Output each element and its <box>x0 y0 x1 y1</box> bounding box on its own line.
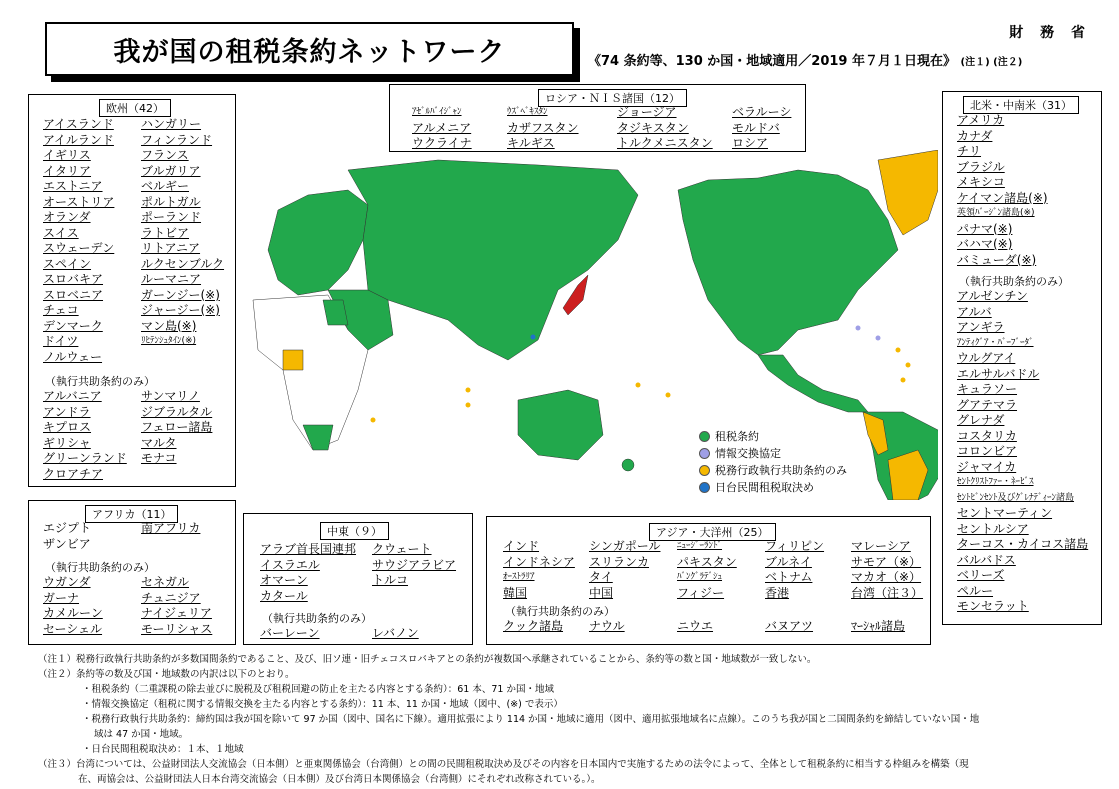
country-name: アイスランド <box>43 117 114 131</box>
country-name: アルゼンチン <box>957 289 1028 303</box>
country-name: ザンビア <box>43 536 91 551</box>
country-name: クウェート <box>372 542 432 556</box>
country-name: マレーシア <box>851 539 911 553</box>
legend-dot-taiwan <box>699 482 710 493</box>
asia-header: アジア・大洋州（25） <box>649 523 776 541</box>
country-name: バミューダ(※) <box>957 252 1037 267</box>
europe-sub-col1 <box>43 389 127 482</box>
map-north-america <box>678 170 898 355</box>
middle-east-sub-col1 <box>260 626 320 642</box>
legend-item: 税務行政執行共助条約のみ <box>699 462 847 479</box>
country-name: フランス <box>141 148 189 162</box>
americas-sub-list <box>957 289 1088 615</box>
country-name: ﾏｰｼｬﾙ諸島 <box>851 619 906 633</box>
country-name: ｱﾝﾃｨｸﾞｱ・ﾊﾞｰﾌﾞｰﾀﾞ <box>957 337 1034 348</box>
country-name: 韓国 <box>503 585 528 600</box>
country-name: ﾊﾞﾝｸﾞﾗﾃﾞｼｭ <box>677 572 723 582</box>
americas-box <box>942 91 1102 625</box>
country-name: ポーランド <box>141 210 202 224</box>
country-name: スウェーデン <box>43 241 115 255</box>
footnote-line: （注３）台湾については、公益財団法人交流協会（日本側）と亜東関係協会（台湾側）との間の民間租税取決め及びその内容を日本国内で実施するための法令によって、全体として租税条約に相当する枠組みを構築（現 <box>38 759 969 770</box>
legend-item: 租税条約 <box>699 428 847 445</box>
africa-header: アフリカ（11） <box>85 505 178 523</box>
country-name: カメルーン <box>43 606 103 620</box>
country-name: サウジアラビア <box>372 557 457 572</box>
country-name: ジブラルタル <box>141 404 213 419</box>
map-nigeria <box>283 350 303 370</box>
country-name: クック諸島 <box>503 619 564 633</box>
country-name: ルーマニア <box>141 272 202 286</box>
map-europe <box>268 190 368 295</box>
country-name: フィリピン <box>765 539 825 553</box>
country-name: ロシア <box>732 136 769 150</box>
footnote-line: ・日台民間租税取決め：１本、１地域 <box>82 744 244 755</box>
country-name: フィンランド <box>141 132 213 147</box>
country-name: コロンビア <box>957 444 1018 458</box>
country-name: ドイツ <box>43 334 79 348</box>
middle-east-col2 <box>372 542 456 589</box>
country-name: タイ <box>589 570 613 584</box>
country-name: ブルガリア <box>141 163 201 178</box>
country-name: モンセラット <box>957 599 1029 613</box>
legend-dot-admin <box>699 465 710 476</box>
asia-sub-header: （執行共助条約のみ） <box>505 605 615 618</box>
country-name: モーリシャス <box>141 621 213 636</box>
country-name: トルコ <box>372 573 409 587</box>
subtitle <box>588 50 1022 69</box>
legend-dot-treaty <box>699 431 710 442</box>
country-name: エストニア <box>43 179 103 193</box>
country-name: ﾘﾋﾃﾝｼｭﾀｲﾝ(※) <box>141 336 197 346</box>
europe-col1 <box>43 117 114 365</box>
russia-grid <box>412 105 822 152</box>
country-name: バヌアツ <box>765 619 814 633</box>
country-name: オランダ <box>43 210 91 224</box>
country-name: サンマリノ <box>141 389 200 403</box>
country-name: 南アフリカ <box>141 521 201 535</box>
country-name: メキシコ <box>957 175 1005 189</box>
country-name: スイス <box>43 225 79 240</box>
country-name: ｾﾝﾄｸﾘｽﾄﾌｧｰ・ﾈｰﾋﾞｽ <box>957 477 1034 487</box>
europe-col2 <box>141 117 224 350</box>
country-name: 台湾（注３） <box>851 585 924 600</box>
country-name: ナウル <box>589 619 625 633</box>
europe-box <box>28 94 236 487</box>
country-name: ベルギー <box>141 179 190 193</box>
country-name: アラブ首長国連邦 <box>260 542 357 556</box>
country-name: ウクライナ <box>412 136 472 150</box>
country-name: サモア（※） <box>851 554 922 569</box>
country-name: モナコ <box>141 451 177 465</box>
footnote-line: ・税務行政執行共助条約：締約国は我が国を除いて 97 か国（図中、国名に下線）。適用拡張により 114 か国・地域に適用（図中、適用拡張地域名に点線）。このうち我が国と二国間条約を締結していない国・地 <box>82 714 980 725</box>
country-name: キプロス <box>43 420 92 434</box>
country-name: チェコ <box>43 303 79 317</box>
country-name: ギリシャ <box>43 435 91 450</box>
country-name: タジキスタン <box>617 120 689 135</box>
country-name: チュニジア <box>141 590 201 605</box>
country-name: カナダ <box>957 128 993 143</box>
legend-item: 情報交換協定 <box>699 445 847 462</box>
africa-sub-col1 <box>43 575 103 637</box>
map-nz <box>622 459 634 471</box>
asia-grid <box>503 539 931 601</box>
country-name: モルドバ <box>732 120 780 135</box>
country-name: セントルシア <box>957 521 1029 536</box>
subtitle-text: 《74 条約等、130 か国・地域適用／2019 年７月１日現在》 <box>588 54 956 69</box>
country-name: アンギラ <box>957 320 1005 334</box>
subtitle-notes: (注１) (注２) <box>960 57 1023 68</box>
country-name: イギリス <box>43 148 91 162</box>
country-name: ラトビア <box>141 225 190 240</box>
country-name: ルクセンブルク <box>141 256 225 271</box>
country-name: ハンガリー <box>141 117 202 131</box>
country-name: ガーンジー(※) <box>141 287 220 302</box>
country-name: エジプト <box>43 521 92 535</box>
country-name: グレナダ <box>957 413 1005 427</box>
country-name: オマーン <box>260 573 308 587</box>
country-name: パナマ(※) <box>957 221 1013 236</box>
country-name: バハマ(※) <box>957 237 1013 251</box>
asia-box <box>486 516 931 645</box>
country-name: ノルウェー <box>43 349 103 364</box>
country-name: クロアチア <box>43 466 104 481</box>
middle-east-sub-header: （執行共助条約のみ） <box>262 612 372 625</box>
country-name: スリランカ <box>589 554 650 569</box>
country-name: マルタ <box>141 435 177 450</box>
country-name: ジャマイカ <box>957 459 1017 474</box>
country-name: パキスタン <box>677 554 737 569</box>
country-name: ニウエ <box>677 619 714 633</box>
map-legend <box>699 428 847 496</box>
africa-sub-header: （執行共助条約のみ） <box>45 561 155 574</box>
country-name: ﾆｭｰｼﾞｰﾗﾝﾄﾞ <box>677 541 723 551</box>
country-name: レバノン <box>372 626 419 640</box>
africa-col1 <box>43 521 91 552</box>
country-name: ベトナム <box>765 570 813 584</box>
country-name: ペルー <box>957 583 994 598</box>
country-name: アルメニア <box>412 120 472 135</box>
europe-sub-header: （執行共助条約のみ） <box>45 375 155 388</box>
footnotes <box>38 652 1098 787</box>
country-name: ウガンダ <box>43 575 91 589</box>
country-name: アルバ <box>957 304 992 319</box>
africa-sub-col2 <box>141 575 212 637</box>
europe-sub-col2 <box>141 389 212 467</box>
country-name: ウルグアイ <box>957 351 1016 365</box>
country-name: フェロー諸島 <box>141 420 213 434</box>
country-name: グリーンランド <box>43 451 127 465</box>
ministry-label: 財 務 省 <box>1009 25 1091 41</box>
country-name: フィジー <box>677 585 725 600</box>
middle-east-box <box>243 513 473 645</box>
country-name: ジョージア <box>617 105 677 119</box>
country-name: スペイン <box>43 256 92 271</box>
country-name: ガーナ <box>43 590 80 605</box>
country-name: ブルネイ <box>765 554 812 569</box>
footnote-line: 域は 47 か国・地域。 <box>94 729 189 740</box>
country-name: アイルランド <box>43 132 114 147</box>
africa-box <box>28 500 236 645</box>
country-name: カザフスタン <box>507 120 579 135</box>
map-australia <box>518 390 603 460</box>
country-name: 中国 <box>589 585 614 600</box>
country-name: セネガル <box>141 575 190 589</box>
country-name: オーストリア <box>43 194 115 209</box>
europe-header: 欧州（42） <box>99 99 171 117</box>
asia-sub-grid <box>503 619 931 635</box>
country-name: デンマーク <box>43 318 103 333</box>
country-name: ベラルーシ <box>732 105 792 119</box>
country-name: セントマーティン <box>957 506 1053 520</box>
country-name: リトアニア <box>141 241 201 255</box>
country-name: ターコス・カイコス諸島 <box>957 537 1089 551</box>
country-name: ｾﾝﾄﾋﾞﾝｾﾝﾄ及びｸﾞﾚﾅﾃﾞｨｰﾝ諸島 <box>957 492 1075 503</box>
country-name: インド <box>503 539 540 553</box>
country-name: バルバドス <box>957 552 1016 567</box>
footnote-line: 在、両協会は、公益財団法人日本台湾交流協会（日本側）及び台湾日本関係協会（台湾側）にそれぞれ改称されている。）。 <box>78 774 601 785</box>
country-name: ベリーズ <box>957 568 1005 582</box>
legend-dot-info <box>699 448 710 459</box>
country-name: 香港 <box>765 585 790 600</box>
country-name: イタリア <box>43 163 92 178</box>
country-name: スロベニア <box>43 287 104 302</box>
country-name: シンガポール <box>589 539 661 553</box>
russia-header: ロシア・ＮＩＳ諸国（12） <box>538 89 687 107</box>
country-name: ｱｾﾞﾙﾊﾞｲｼﾞｬﾝ <box>412 107 462 117</box>
country-name: チリ <box>957 144 982 158</box>
country-name: グアテマラ <box>957 397 1018 412</box>
country-name: アメリカ <box>957 113 1005 127</box>
country-name: イスラエル <box>260 557 320 572</box>
country-name: トルクメニスタン <box>617 136 713 150</box>
americas-header: 北米・中南米（31） <box>963 96 1079 114</box>
middle-east-sub-col2 <box>372 626 419 642</box>
country-name: アルバニア <box>43 389 102 403</box>
americas-list <box>957 113 1048 268</box>
country-name: ジャージー(※) <box>141 303 220 317</box>
country-name: カタール <box>260 588 308 603</box>
map-mexico <box>758 355 868 412</box>
country-name: ブラジル <box>957 159 1005 174</box>
country-name: 英領ﾊﾞｰｼﾞﾝ諸島(※) <box>957 208 1035 218</box>
middle-east-col1 <box>260 542 356 604</box>
footnote-line: ・情報交換協定（租税に関する情報交換を主たる内容とする条約）：11 本、11 か国・地域（図中、(※) で表示） <box>82 699 563 710</box>
country-name: キュラソー <box>957 382 1018 396</box>
africa-col2 <box>141 521 200 537</box>
country-name: インドネシア <box>503 554 575 569</box>
country-name: コスタリカ <box>957 428 1017 443</box>
country-name: スロバキア <box>43 272 104 286</box>
country-name: ｵｰｽﾄﾗﾘｱ <box>503 572 535 582</box>
footnote-line: （注１）税務行政執行共助条約が多数国間条約であること、及び、旧ソ連・旧チェコスロバキアとの条約が複数国へ承継されていることから、条約等の数と国・地域数が一致しない。 <box>38 654 817 665</box>
country-name: マカオ（※） <box>851 570 922 584</box>
footnote-line: （注２）条約等の数及び国・地域数の内訳は以下のとおり。 <box>38 669 295 680</box>
country-name: ｳｽﾞﾍﾞｷｽﾀﾝ <box>507 107 548 117</box>
country-name: バーレーン <box>260 626 320 640</box>
footnote-line: ・租税条約（二重課税の除去並びに脱税及び租税回避の防止を主たる内容とする条約）：61 本、71 か国・地域 <box>82 684 554 695</box>
country-name: マン島(※) <box>141 318 197 333</box>
middle-east-header: 中東（９） <box>320 522 389 540</box>
country-name: アンドラ <box>43 404 91 419</box>
country-name: ポルトガル <box>141 194 201 209</box>
country-name: ナイジェリア <box>141 606 212 620</box>
country-name: セーシェル <box>43 621 103 636</box>
country-name: エルサルバドル <box>957 366 1040 381</box>
country-name: ケイマン諸島(※) <box>957 190 1048 205</box>
country-name: キルギス <box>507 136 555 150</box>
page-title: 我が国の租税条約ネットワーク <box>45 22 574 76</box>
legend-item: 日台民間租税取決め <box>699 479 847 496</box>
russia-box <box>389 84 806 152</box>
americas-sub-header: （執行共助条約のみ） <box>959 275 1069 288</box>
